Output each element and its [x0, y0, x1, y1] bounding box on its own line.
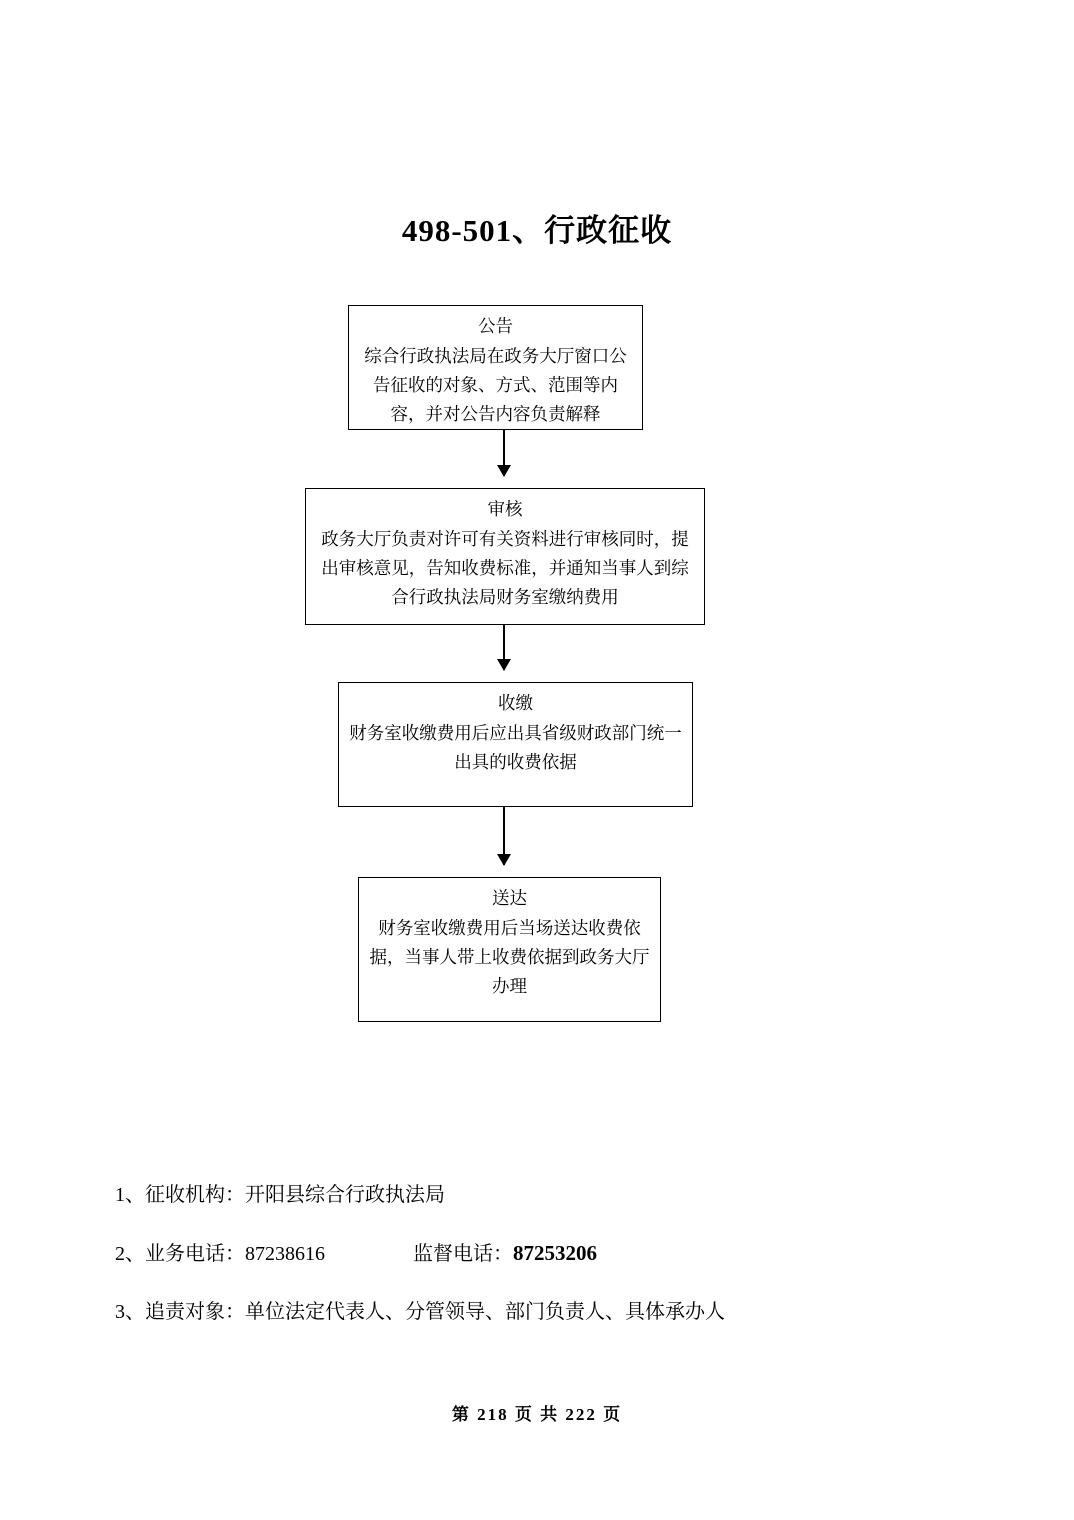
flow-arrow-down-icon [503, 625, 505, 670]
note-value: 87238616 [245, 1243, 325, 1265]
note-secondary-value: 87253206 [513, 1241, 597, 1265]
note-label: 3、追责对象： [115, 1301, 245, 1323]
flow-node-body: 财务室收缴费用后当场送达收费依据，当事人带上收费依据到政务大厅办理 [369, 917, 650, 996]
flow-node-body: 财务室收缴费用后应出具省级财政部门统一出具的收费依据 [349, 722, 682, 772]
flow-node-title: 公告 [478, 316, 513, 336]
note-label: 2、业务电话： [115, 1243, 245, 1265]
note-secondary-label: 监督电话： [413, 1243, 513, 1265]
flow-node-review [305, 488, 705, 625]
note-item-accountability [115, 1302, 975, 1322]
flow-arrow-down-icon [503, 430, 505, 476]
flow-node-title: 收缴 [498, 693, 533, 713]
page-footer: 第 218 页 共 222 页 [451, 1405, 623, 1424]
note-item-phones [115, 1243, 975, 1264]
flow-node-announcement [348, 305, 643, 430]
flow-arrow-down-icon [503, 807, 505, 865]
flow-node-delivery [358, 877, 661, 1022]
flow-node-title: 审核 [487, 499, 523, 519]
page-title: 498-501、行政征收 [401, 213, 673, 248]
note-item-agency [115, 1185, 975, 1205]
flow-node-body: 政务大厅负责对许可有关资料进行审核同时，提出审核意见，告知收费标准，并通知当事人到综合行政执法局财务室缴纳费用 [321, 528, 689, 607]
note-value: 开阳县综合行政执法局 [245, 1184, 445, 1206]
flow-node-title: 送达 [492, 888, 527, 908]
note-label: 1、征收机构： [115, 1184, 245, 1206]
flow-node-body: 综合行政执法局在政务大厅窗口公告征收的对象、方式、范围等内容，并对公告内容负责解释 [364, 345, 627, 424]
notes-section [115, 1185, 975, 1360]
note-value: 单位法定代表人、分管领导、部门负责人、具体承办人 [245, 1301, 725, 1323]
flow-node-collection [338, 682, 693, 807]
